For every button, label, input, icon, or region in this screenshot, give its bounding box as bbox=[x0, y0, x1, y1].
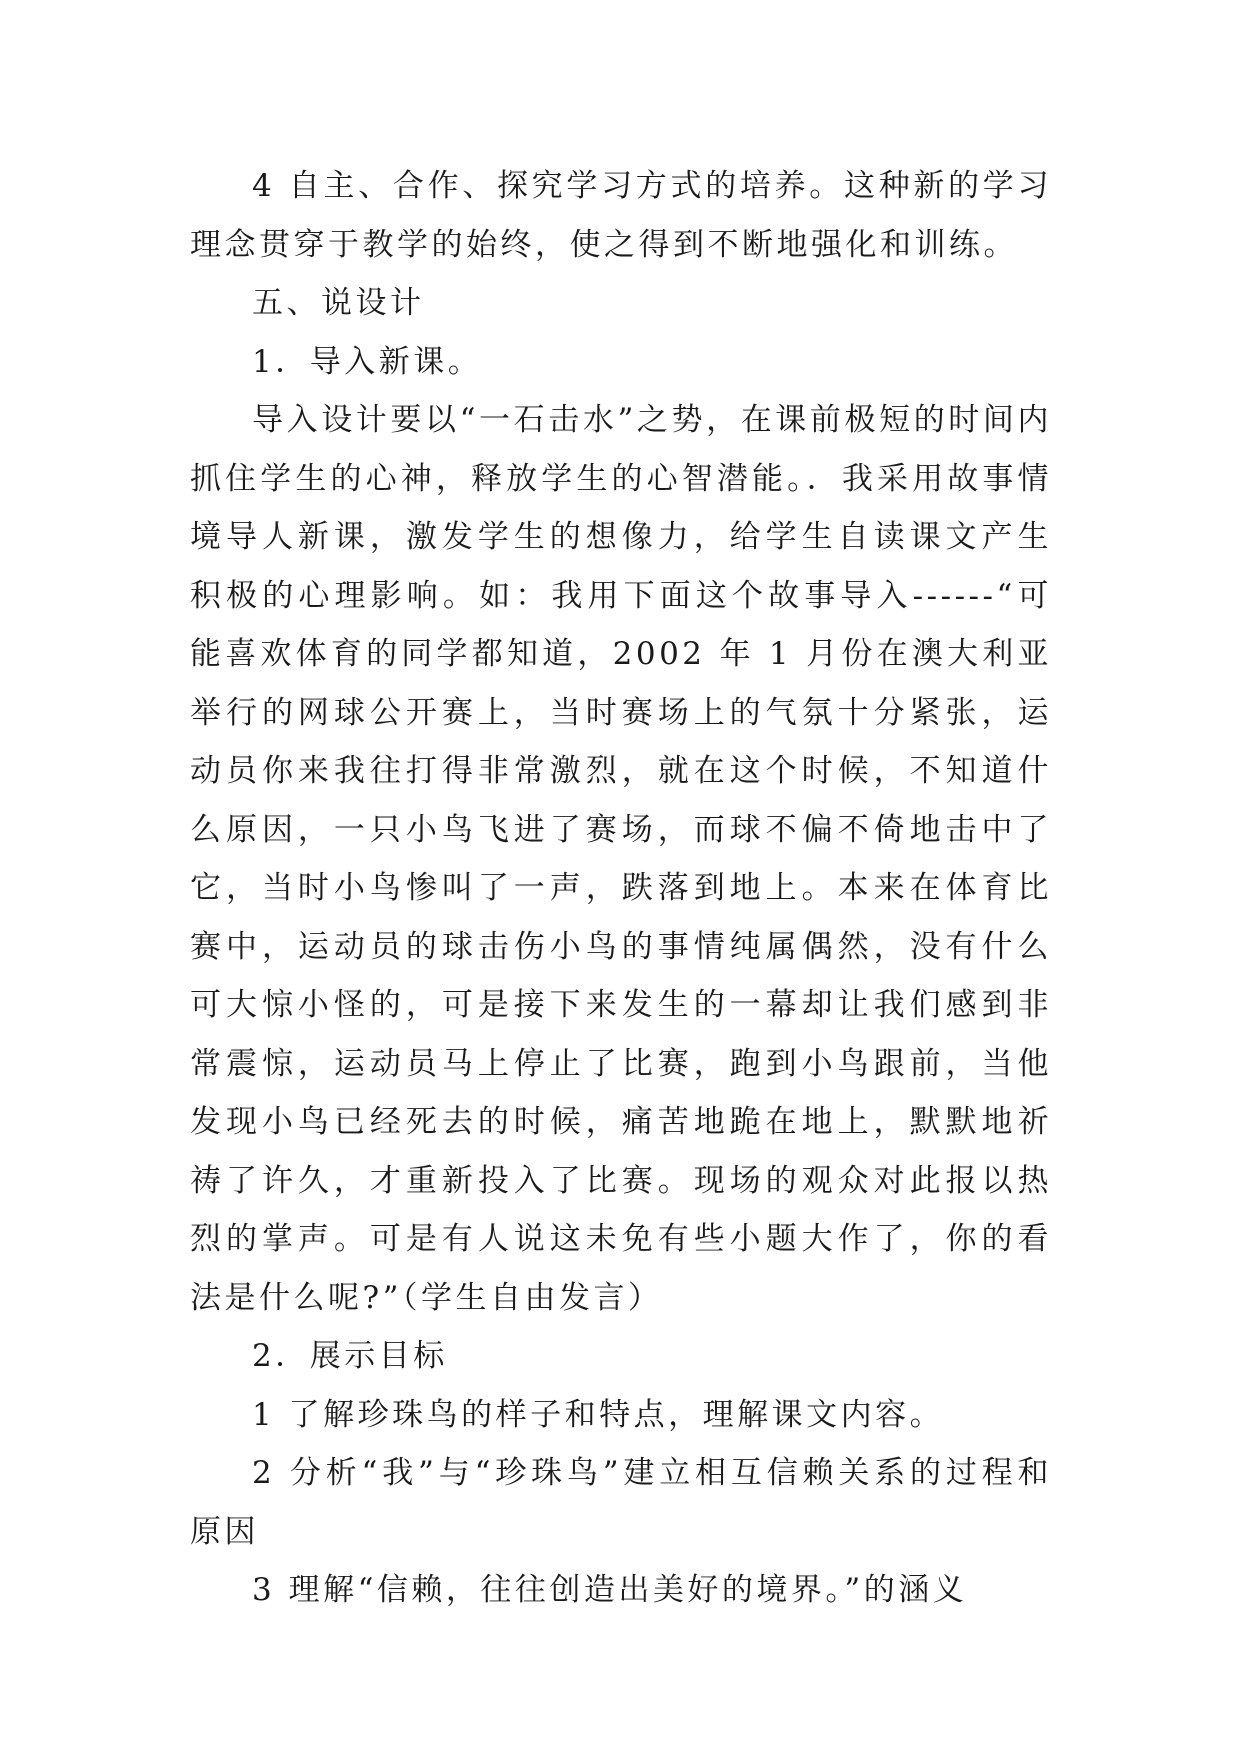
subheading-introduce-lesson: 1．导入新课。 bbox=[252, 343, 483, 380]
goal-item-2: 2 分析“我”与“珍珠鸟”建立相互信赖关系的过程和原因 bbox=[190, 1455, 1052, 1550]
subheading-show-goals: 2．展示目标 bbox=[252, 1338, 448, 1374]
goal-item-3: 3 理解“信赖，往往创造出美好的境界。”的涵义 bbox=[252, 1572, 968, 1608]
section-heading-design: 五、说设计 bbox=[252, 285, 425, 321]
paragraph-learning-methods: 4 自主、合作、探究学习方式的培养。这种新的学习理念贯穿于教学的始终，使之得到不断地强化和训练。 bbox=[190, 168, 1052, 263]
paragraph-introduction-story: 导入设计要以“一石击水”之势，在课前极短的时间内抓住学生的心神，释放学生的心智潜能。．我采用故事情境导人新课，激发学生的想像力，给学生自读课文产生积极的心理影响。如：我用下面这个故事导入------“可能喜欢体育的同学都知道，2002 年 1 月份在澳大利亚举行的网球公开赛上，当时赛场上的气氛十分紧张，运动员你来我往打得非常激烈，就在这个时候，不知道什么原因，一只小鸟飞进了赛场，而球不偏不倚地击中了它，当时小鸟惨叫了一声，跌落到地上。本来在体育比赛中，运动员的球击伤小鸟的事情纯属偶然，没有什么可大惊小怪的，可是接下来发生的一幕却让我们感到非常震惊，运动员马上停止了比赛，跑到小鸟跟前，当他发现小鸟已经死去的时候，痛苦地跪在地上，默默地祈祷了许久，才重新投入了比赛。现场的观众对此报以热烈的掌声。可是有人说这未免有些小题大作了，你的看法是什么呢?”（学生自由发言） bbox=[190, 402, 1052, 1316]
goal-item-1: 1 了解珍珠鸟的样子和特点，理解课文内容。 bbox=[252, 1396, 945, 1433]
document-body bbox=[190, 157, 1052, 1620]
